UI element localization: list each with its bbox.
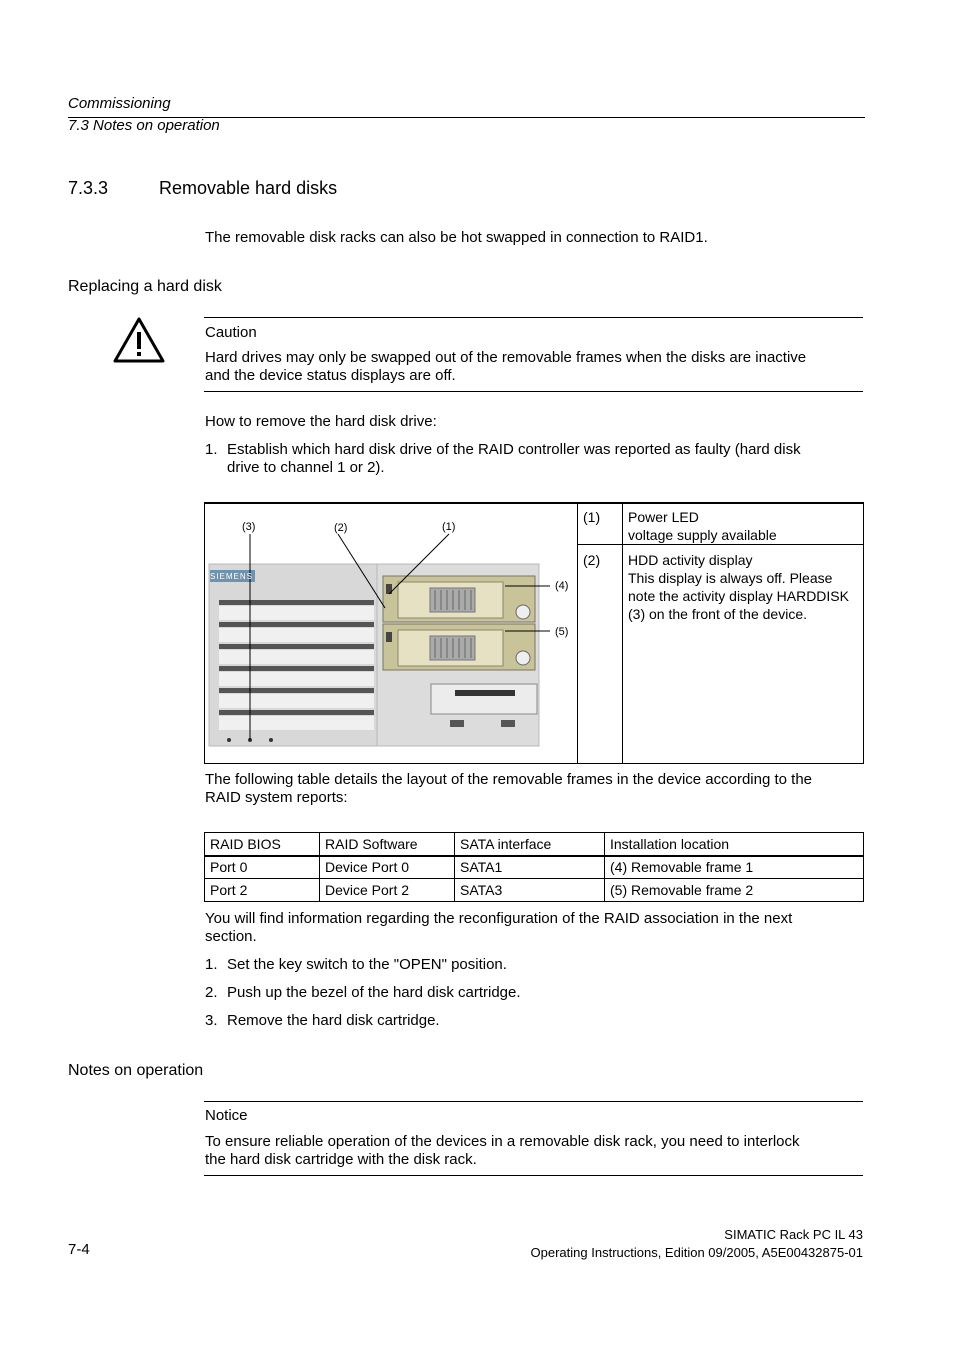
callout-3: (3) [242, 521, 256, 533]
reconfig-line-2: section. [205, 928, 257, 945]
header-section: 7.3 Notes on operation [68, 117, 220, 134]
table-cell: SATA1 [455, 856, 605, 879]
table-row [205, 879, 864, 902]
step1-line-1: Establish which hard disk drive of the RAID controller was reported as faulty (hard disk [227, 441, 801, 458]
table-cell: Device Port 0 [320, 856, 455, 879]
table-intro-line-2: RAID system reports: [205, 789, 348, 806]
footer-edition: Operating Instructions, Edition 09/2005, A5E00432875-01 [530, 1245, 863, 1260]
caution-title: Caution [205, 324, 257, 341]
step-text: Remove the hard disk cartridge. [227, 1012, 440, 1029]
notice-bottom-rule [204, 1175, 863, 1176]
table-cell: (5) Removable frame 2 [605, 879, 864, 902]
legend-2-line-4: (3) on the front of the device. [628, 606, 807, 622]
legend-id-1: (1) [583, 509, 601, 525]
legend-id-2: (2) [583, 552, 601, 568]
callout-2: (2) [334, 522, 348, 534]
legend-1-line-2: voltage supply available [628, 527, 777, 543]
section-number: 7.3.3 [68, 178, 109, 198]
caution-top-rule [204, 317, 863, 318]
warning-triangle-icon [112, 316, 166, 369]
page-number: 7-4 [68, 1241, 90, 1258]
step1-number: 1. [205, 441, 218, 458]
reconfig-line-1: You will find information regarding the reconfiguration of the RAID association in the next [205, 910, 793, 927]
legend-divider [622, 503, 623, 763]
callout-1: (1) [442, 521, 456, 533]
caution-line-1: Hard drives may only be swapped out of the removable frames when the disks are inactive [205, 349, 807, 366]
table-header-row [205, 833, 864, 856]
step1-line-2: drive to channel 1 or 2). [227, 459, 385, 476]
table-header-cell: RAID Software [320, 833, 455, 856]
table-cell: (4) Removable frame 1 [605, 856, 864, 879]
table-header-cell: RAID BIOS [205, 833, 320, 856]
section-title: Removable hard disks [159, 178, 338, 198]
subheading-replacing: Replacing a hard disk [68, 278, 222, 295]
caution-line-2: and the device status displays are off. [205, 367, 456, 384]
brand-logo: SIEMENS [210, 572, 254, 581]
legend-1-line-1: Power LED [628, 509, 699, 525]
caution-bottom-rule [204, 391, 863, 392]
raid-table [204, 832, 864, 902]
intro-text: The removable disk racks can also be hot swapped in connection to RAID1. [205, 229, 708, 246]
table-cell: Port 2 [205, 879, 320, 902]
table-cell: Device Port 2 [320, 879, 455, 902]
table-intro-line-1: The following table details the layout of the removable frames in the device according to the [205, 771, 813, 788]
notice-title: Notice [205, 1107, 248, 1124]
device-front-illustration [205, 504, 577, 762]
step-number: 1. [205, 956, 218, 973]
callout-4: (4) [555, 580, 569, 592]
step-text: Set the key switch to the "OPEN" position. [227, 956, 507, 973]
step-number: 3. [205, 1012, 218, 1029]
footer-product: SIMATIC Rack PC IL 43 [724, 1227, 863, 1242]
header-rule [68, 117, 865, 118]
table-row [205, 856, 864, 879]
callout-5: (5) [555, 626, 569, 638]
notice-line-1: To ensure reliable operation of the devices in a removable disk rack, you need to interlock [205, 1133, 800, 1150]
table-header-cell: SATA interface [455, 833, 605, 856]
legend-2-line-3: note the activity display HARDDISK [628, 588, 849, 604]
header-chapter: Commissioning [68, 95, 171, 112]
subheading-notes: Notes on operation [68, 1062, 204, 1079]
figure-divider [577, 503, 578, 763]
notice-top-rule [204, 1101, 863, 1102]
table-cell: Port 0 [205, 856, 320, 879]
step-number: 2. [205, 984, 218, 1001]
step-text: Push up the bezel of the hard disk cartridge. [227, 984, 521, 1001]
how-to-text: How to remove the hard disk drive: [205, 413, 437, 430]
legend-2-line-2: This display is always off. Please [628, 570, 833, 586]
table-cell: SATA3 [455, 879, 605, 902]
legend-row-rule [578, 544, 863, 545]
table-header-cell: Installation location [605, 833, 864, 856]
notice-line-2: the hard disk cartridge with the disk rack. [205, 1151, 477, 1168]
legend-2-line-1: HDD activity display [628, 552, 753, 568]
